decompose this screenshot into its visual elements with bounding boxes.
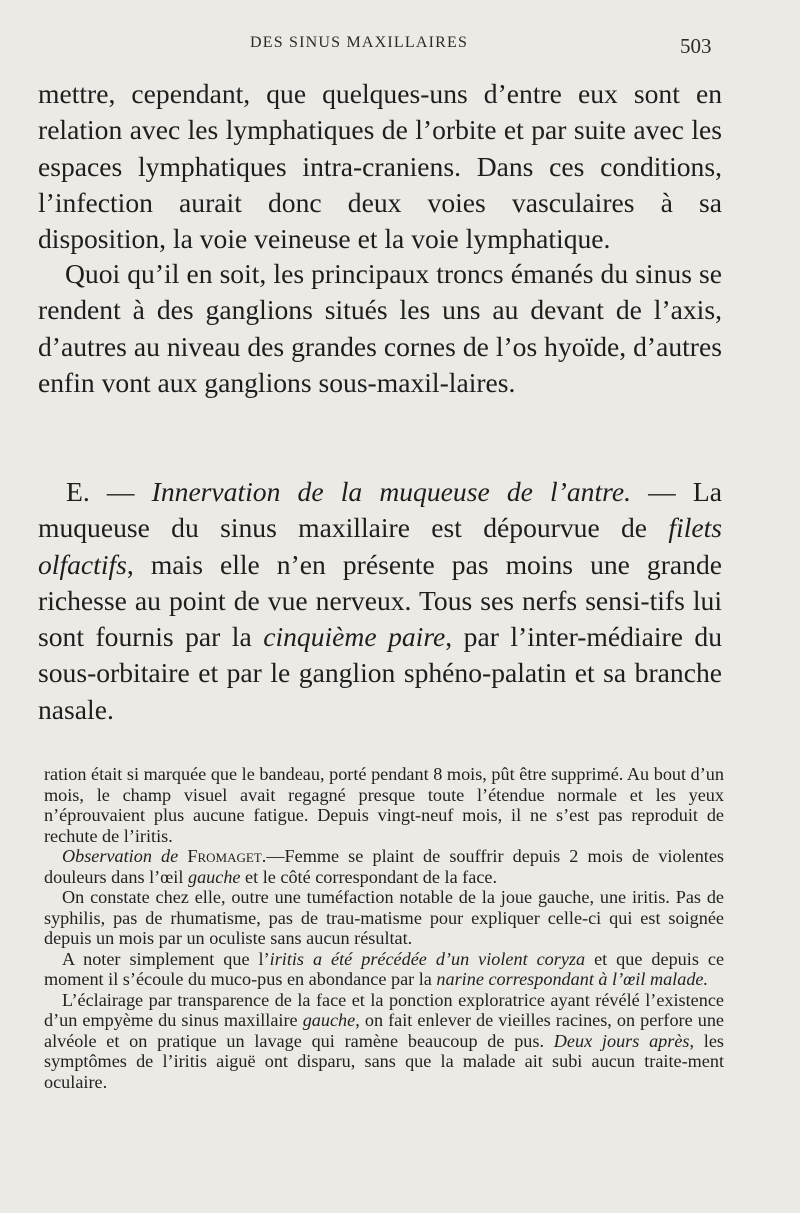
footnote-text: A noter simplement que l’ [62, 948, 270, 969]
section-paragraph [38, 474, 722, 728]
page-header [0, 34, 800, 58]
footnote-text: et que depuis ce moment il s’écoule du muco-pus en abondance par la [44, 948, 725, 989]
emphasis-gauche: gauche [302, 1010, 356, 1030]
footnote-observation [44, 846, 724, 887]
paragraph-lymphatics-continued [38, 76, 722, 257]
emphasis-filets-olfactifs: filets olfactifs [38, 512, 723, 580]
author-name: Fromaget. [187, 846, 267, 866]
page-number: 503 [680, 34, 712, 58]
footnote-paragraph: ration était si marquée que le bandeau, porté pendant 8 mois, pût être supprimé. Au bout d’un mois, le champ visuel avait regagné presque toute l’étendue normale et les yeux n’éprouvaient plus aucune fatigue. Depuis vingt-neuf mois, il ne s’est pas reproduit de rechute de l’iritis. [44, 764, 724, 846]
running-title: DES SINUS MAXILLAIRES [250, 34, 469, 51]
emphasis-deux-jours: Deux jours après [553, 1030, 690, 1051]
paragraph-text: Quoi qu’il en soit, les principaux troncs émanés du sinus se rendent à des ganglions situés les uns au devant de l’axis, d’autres au niveau des grandes cornes de l’os hyoïde, d’autres enfin vont aux ganglions sous-maxil-laires. [38, 258, 722, 398]
observation-label: Observation de [62, 846, 179, 866]
emphasis-iritis: iritis a été précédée d’un violent coryza [269, 948, 586, 969]
footnote-text: , on fait enlever de vieilles racines, on perfore une alvéole et on pratique un lavage qui ramène beaucoup de pus. [44, 1010, 725, 1051]
paragraph-ganglions [38, 256, 722, 401]
section-text: , par l’inter-médiaire du sous-orbitaire et par le ganglion sphéno-palatin et sa branche nasale. [38, 621, 723, 725]
section-text: , mais elle n’en présente pas moins une grande richesse au point de vue nerveux. Tous ses nerfs sensi-tifs lui sont fournis par la [38, 548, 722, 653]
footnote-text: —Femme se plaint de souffrir depuis 2 mois de violentes douleurs dans l’œil [44, 846, 724, 887]
emphasis-cinquieme-paire: cinquième paire [263, 621, 446, 653]
paragraph-text: mettre, cependant, que quelques-uns d’entre eux sont en relation avec les lymphatiques de l’orbite et par suite avec les espaces lymphatiques intra-craniens. Dans ces conditions, l’infection aurait donc deux voies vasculaires à sa disposition, la voie veineuse et la voie lymphatique. [38, 78, 722, 255]
section-letter: E. — [66, 476, 135, 507]
footnote-text: , les symptômes de l’iritis aiguë ont disparu, sans que la malade ait subi aucun traite-ment oculaire. [44, 1030, 725, 1092]
footnote-text: et le côté correspondant de la face. [245, 866, 498, 887]
section-innervation [38, 474, 722, 728]
emphasis-narine: narine correspondant à l’œil malade. [436, 969, 709, 989]
section-heading: Innervation de la muqueuse de l’antre. [151, 476, 631, 507]
footnote-text: L’éclairage par transparence de la face et la ponction exploratrice ayant révélé l’existence d’un empyème du sinus maxillaire [44, 989, 724, 1030]
emphasis-gauche: gauche [187, 866, 241, 887]
footnote-paragraph [44, 990, 724, 1093]
footnote-block [44, 764, 724, 1092]
section-text: — La muqueuse du sinus maxillaire est dépourvue de [38, 476, 722, 544]
footnote-paragraph [44, 949, 724, 990]
footnote-paragraph: On constate chez elle, outre une tuméfaction notable de la joue gauche, une iritis. Pas de syphilis, pas de rhumatisme, pas de trau-matisme pour expliquer celle-ci qui est soignée depuis un mois par un oculiste sans aucun résultat. [44, 887, 724, 948]
